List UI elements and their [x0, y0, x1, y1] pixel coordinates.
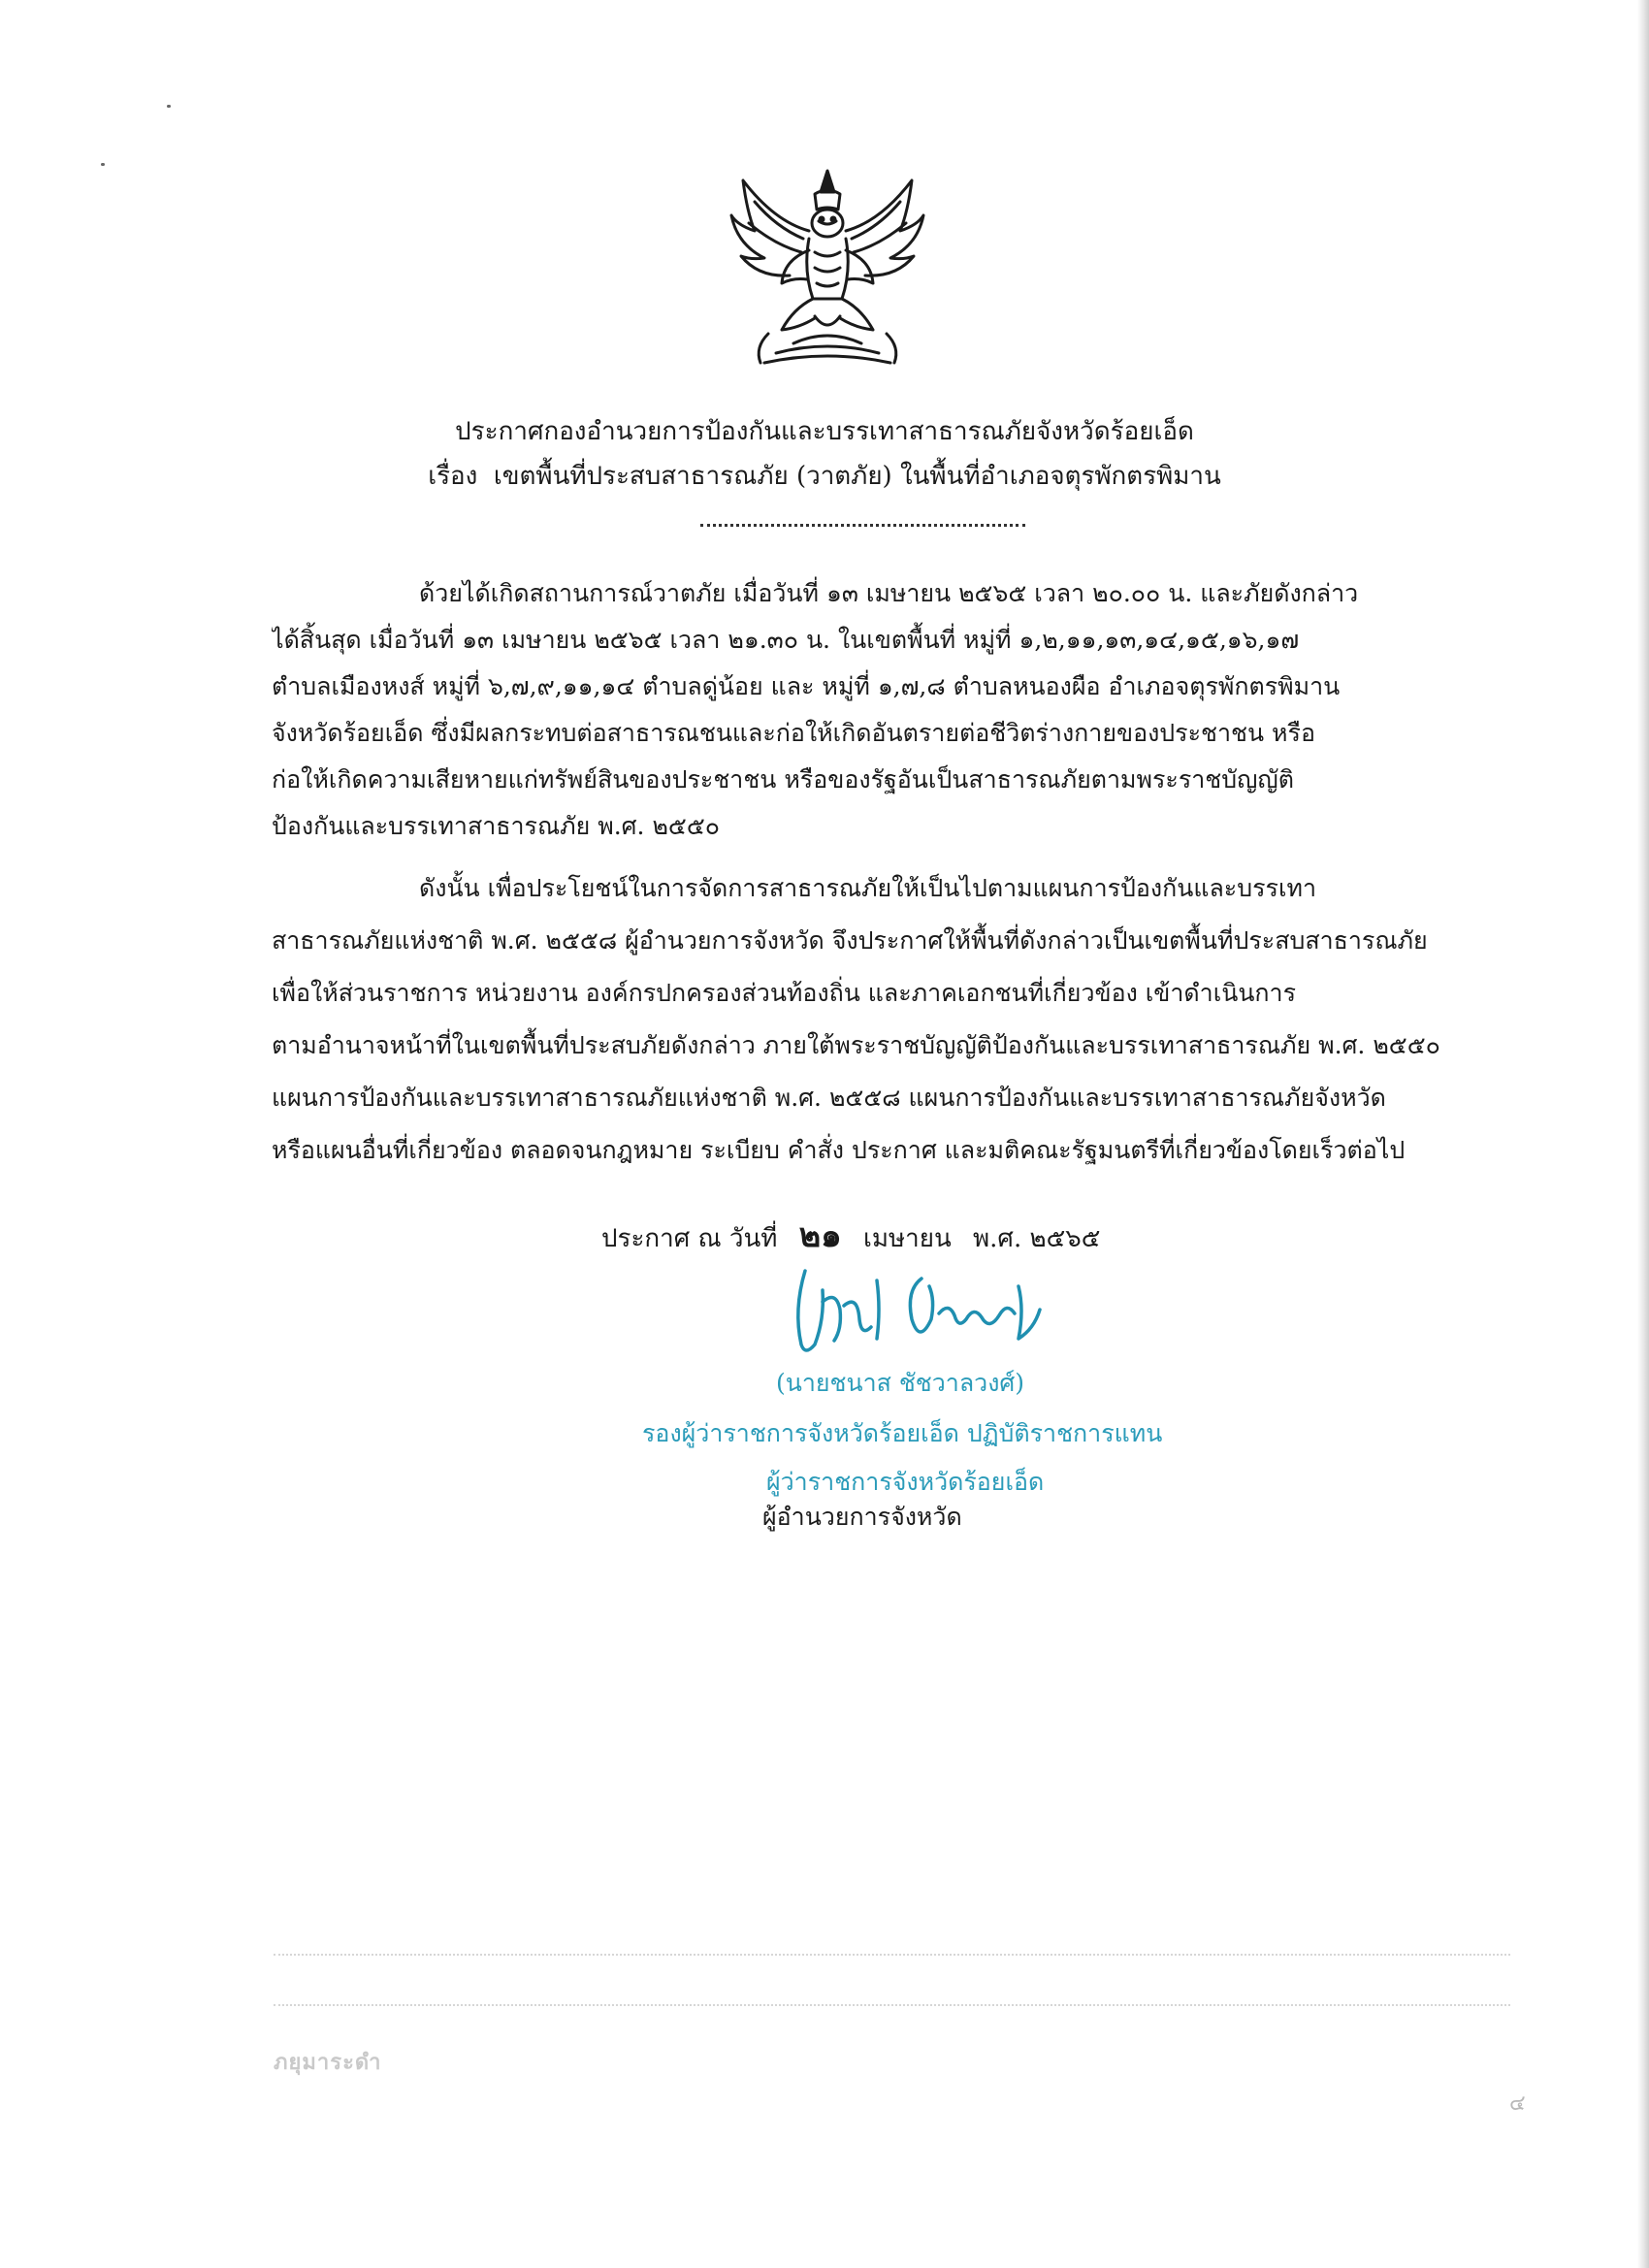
signatory-position-line2: ผู้ว่าราชการจังหวัดร้อยเอ็ด [766, 1468, 1045, 1496]
paragraph1-line: ก่อให้เกิดความเสียหายแก่ทรัพย์สินของประชาชน หรือของรัฐอันเป็นสาธารณภัยตามพระราชบัญญัติ [272, 765, 1294, 794]
paragraph1-line: ด้วยได้เกิดสถานการณ์วาตภัย เมื่อวันที่ ๑๓ เมษายน ๒๕๖๕ เวลา ๒๐.๐๐ น. และภัยดังกล่าว [419, 579, 1359, 607]
signatory-position-line1: รองผู้ว่าราชการจังหวัดร้อยเอ็ด ปฏิบัติราชการแทน [642, 1419, 1163, 1447]
paragraph2-line: สาธารณภัยแห่งชาติ พ.ศ. ๒๕๕๘ ผู้อำนวยการจังหวัด จึงประกาศให้พื้นที่ดังกล่าวเป็นเขตพื้นที่ประสบสาธารณภัย [272, 926, 1428, 955]
signatory-name: (นายชนาส ชัชวาลวงศ์) [776, 1369, 1025, 1397]
paragraph2-line: ดังนั้น เพื่อประโยชน์ในการจัดการสาธารณภัยให้เป็นไปตามแผนการป้องกันและบรรเทา [419, 874, 1316, 902]
paragraph1-line: ป้องกันและบรรเทาสาธารณภัย พ.ศ. ๒๕๕๐ [272, 812, 721, 840]
signatory-position-line3: ผู้อำนวยการจังหวัด [762, 1503, 962, 1531]
scan-speck [101, 163, 105, 166]
paragraph2-line: แผนการป้องกันและบรรเทาสาธารณภัยแห่งชาติ พ.ศ. ๒๕๕๘ แผนการป้องกันและบรรเทาสาธารณภัยจังหวัด [272, 1084, 1386, 1112]
header-divider [700, 524, 1025, 527]
footer-dotted-line [274, 2004, 1510, 2006]
paragraph2-line: เพื่อให้ส่วนราชการ หน่วยงาน องค์กรปกครองส่วนท้องถิ่น และภาคเอกชนที่เกี่ยวข้อง เข้าดำเนินการ [272, 979, 1297, 1007]
garuda-emblem-icon [726, 163, 929, 372]
date-month: เมษายน [862, 1224, 952, 1253]
subject-text: เขตพื้นที่ประสบสาธารณภัย (วาตภัย) ในพื้นที่อำเภอจตุรพักตรพิมาน [493, 462, 1221, 491]
announcement-title: ประกาศกองอำนวยการป้องกันและบรรเทาสาธารณภัยจังหวัดร้อยเอ็ด [455, 417, 1194, 446]
scan-speck [167, 105, 171, 108]
subject-label: เรื่อง [428, 462, 478, 491]
paragraph1-line: ได้สิ้นสุด เมื่อวันที่ ๑๓ เมษายน ๒๕๖๕ เวลา ๒๑.๓๐ น. ในเขตพื้นที่ หมู่ที่ ๑,๒,๑๑,๑๓,๑๔,๑๕,๑๖,๑๗ [272, 626, 1300, 654]
handwritten-signature [776, 1251, 1057, 1368]
paragraph1-line: จังหวัดร้อยเอ็ด ซึ่งมีผลกระทบต่อสาธารณชนและก่อให้เกิดอันตรายต่อชีวิตร่างกายของประชาชน หรือ [272, 719, 1315, 747]
paragraph2-line: ตามอำนาจหน้าที่ในเขตพื้นที่ประสบภัยดังกล่าว ภายใต้พระราชบัญญัติป้องกันและบรรเทาสาธารณภัย พ.ศ. ๒๕๕๐ [272, 1031, 1440, 1059]
date-year: พ.ศ. ๒๕๖๕ [973, 1224, 1101, 1253]
faint-stamp-text: ภยุมาระดำ [274, 2050, 382, 2075]
paragraph1-line: ตำบลเมืองหงส์ หมู่ที่ ๖,๗,๙,๑๑,๑๔ ตำบลดู่น้อย และ หมู่ที่ ๑,๗,๘ ตำบลหนองผือ อำเภอจตุรพักตรพิมาน [272, 672, 1341, 700]
announcement-subject [0, 456, 1649, 496]
paragraph2-line: หรือแผนอื่นที่เกี่ยวข้อง ตลอดจนกฎหมาย ระเบียบ คำสั่ง ประกาศ และมติคณะรัฐมนตรีที่เกี่ยวข้องโดยเร็วต่อไป [272, 1136, 1406, 1164]
page-mark: ๔ [1509, 2091, 1526, 2116]
footer-dotted-line [274, 1954, 1510, 1956]
date-prefix: ประกาศ ณ วันที่ [601, 1224, 778, 1253]
scan-page-edge [1637, 0, 1649, 2268]
date-day: ๒๑ [798, 1216, 842, 1255]
